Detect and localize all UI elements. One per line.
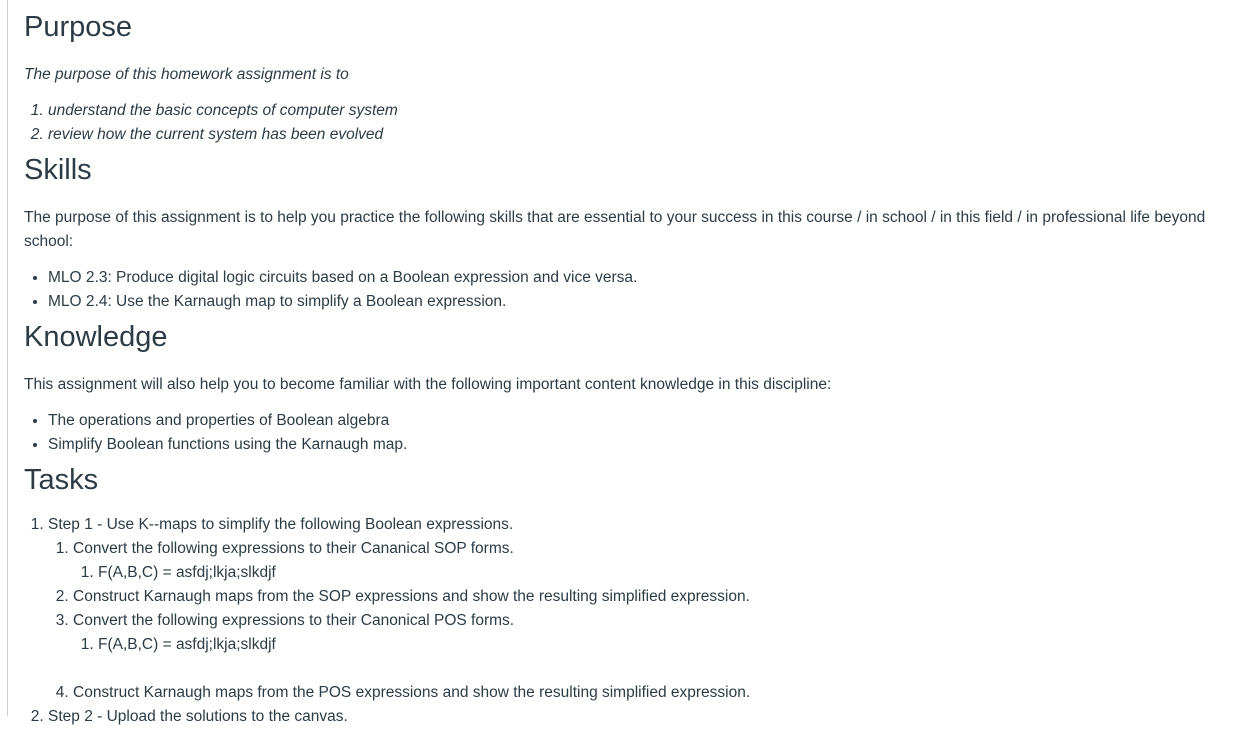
list-item [73, 609, 1250, 681]
skills-intro: The purpose of this assignment is to help you practice the following skills that are essential to your success in this course / in school / in this field / in professional life beyond school: [24, 209, 1206, 250]
purpose-intro: The purpose of this homework assignment is to [24, 66, 349, 83]
task-step-1 [48, 513, 1250, 705]
list-item: 2. review how the current system has been evolved [48, 123, 1250, 147]
skills-heading: Skills [24, 154, 92, 186]
task-step-2: 2. Step 2 - Upload the solutions to the canvas. [48, 705, 1250, 729]
expression-item: 1. F(A,B,C) = asfdj;lkja;slkdjf [98, 633, 1250, 657]
knowledge-intro: This assignment will also help you to become familiar with the following important content knowledge in this discipline: [24, 376, 832, 393]
list-item: 2. Construct Karnaugh maps from the SOP expressions and show the resulting simplified expression. [73, 585, 1250, 609]
list-item: 4. Construct Karnaugh maps from the POS expressions and show the resulting simplified expression. [73, 681, 1250, 705]
list-item [73, 537, 1250, 585]
task-step-1-text: Step 1 - Use K--maps to simplify the following Boolean expressions. [48, 516, 514, 533]
expression-list [73, 633, 1250, 657]
list-item: • MLO 2.4: Use the Karnaugh map to simplify a Boolean expression. [48, 290, 1250, 314]
expression-list [73, 561, 1250, 585]
tasks-heading: Tasks [24, 464, 99, 496]
list-item: • The operations and properties of Boolean algebra [48, 409, 1250, 433]
list-item: • MLO 2.3: Produce digital logic circuits based on a Boolean expression and vice versa. [48, 266, 1250, 290]
purpose-list [24, 99, 1250, 147]
assignment-body [24, 0, 1250, 729]
task-sub-text: Convert the following expressions to their Canonical POS forms. [73, 612, 515, 629]
list-item: 1. understand the basic concepts of computer system [48, 99, 1250, 123]
skills-list [24, 266, 1250, 314]
purpose-heading: Purpose [24, 11, 133, 43]
task-step-1-sublist [48, 537, 1250, 705]
list-item: • Simplify Boolean functions using the Karnaugh map. [48, 433, 1250, 457]
knowledge-list [24, 409, 1250, 457]
content-left-border [7, 0, 8, 716]
blank-line [73, 657, 1250, 681]
expression-item: 1. F(A,B,C) = asfdj;lkja;slkdjf [98, 561, 1250, 585]
task-sub-text: Convert the following expressions to their Cananical SOP forms. [73, 540, 514, 557]
knowledge-heading: Knowledge [24, 321, 168, 353]
tasks-list [24, 513, 1250, 729]
